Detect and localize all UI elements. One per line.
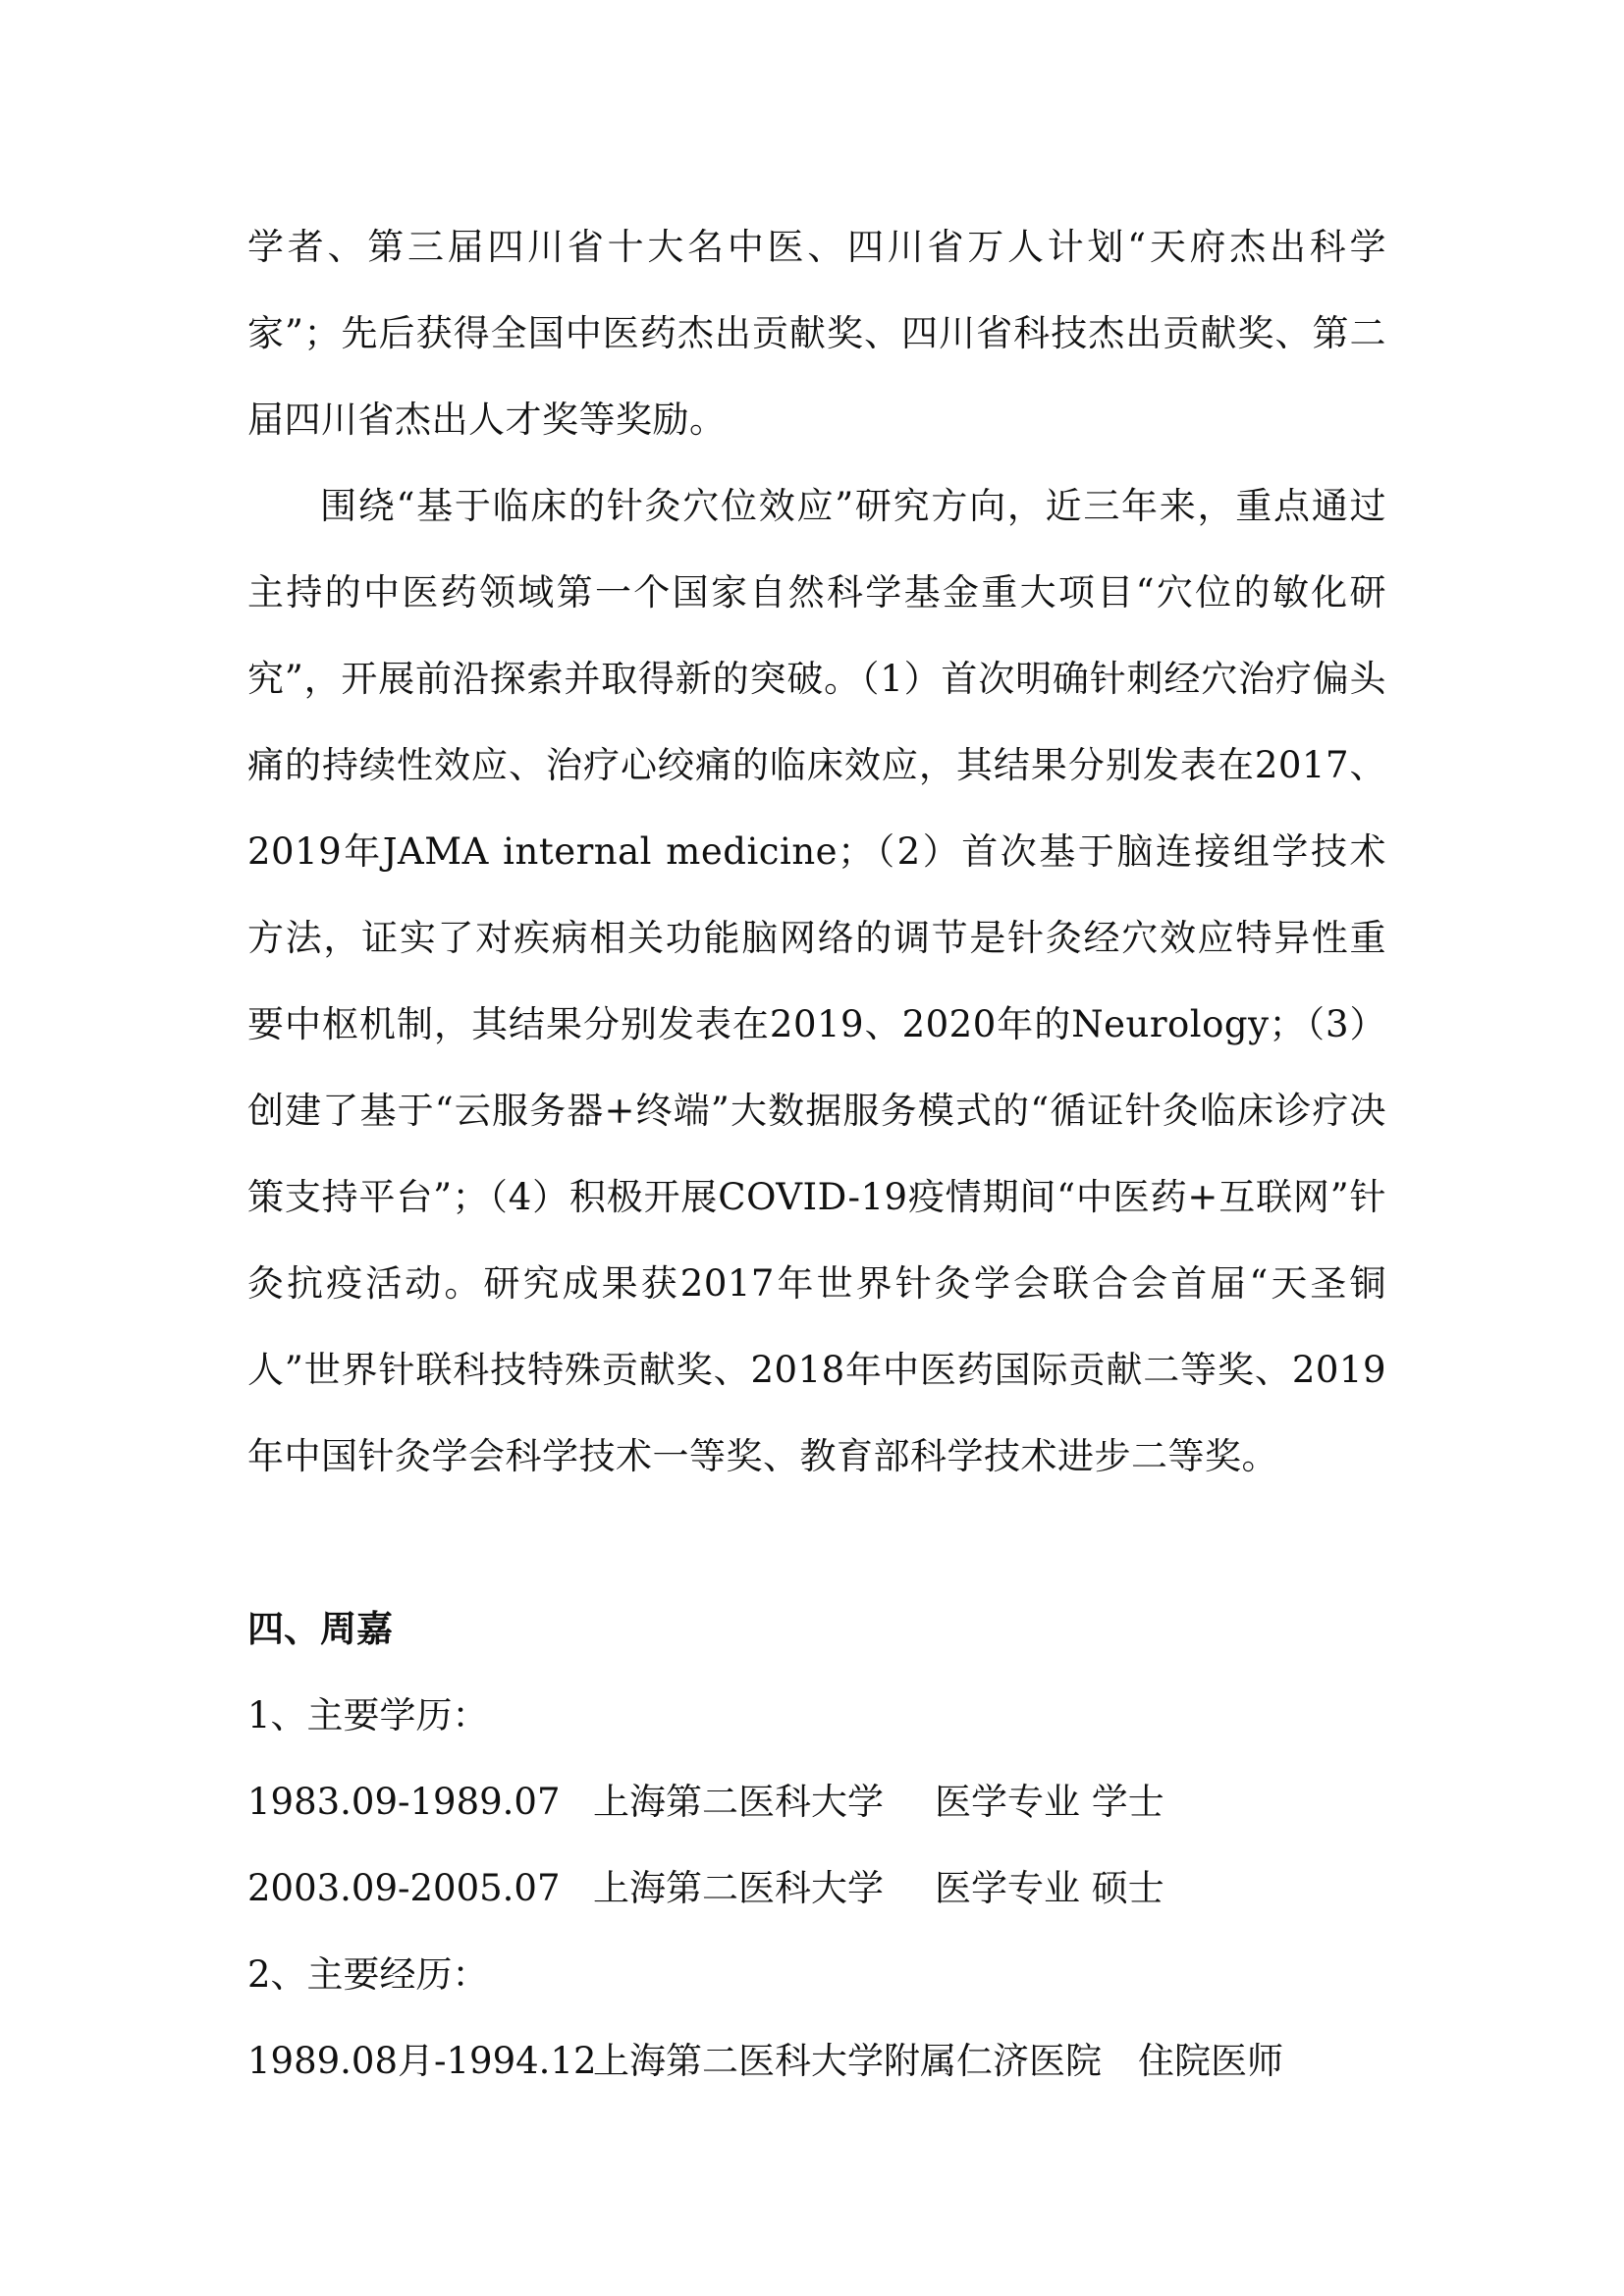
paragraph-awards-intro: 学者、第三届四川省十大名中医、四川省万人计划“天府杰出科学家”；先后获得全国中医药杰出贡献奖、四川省科技杰出贡献奖、第二届四川省杰出人才奖等奖励。 — [247, 226, 1386, 441]
experience-detail: 上海第二医科大学附属仁济医院 住院医师 — [593, 2040, 1283, 2082]
education-degree: 医学专业 硕士 — [935, 1867, 1164, 1909]
section-spacer — [247, 1500, 1386, 1586]
education-row — [247, 1759, 1386, 1845]
education-school: 上海第二医科大学 — [593, 1867, 884, 1909]
experience-period: 1989.08月-1994.12 — [247, 2040, 597, 2082]
education-row — [247, 1845, 1386, 1932]
education-degree: 医学专业 学士 — [935, 1781, 1164, 1823]
experience-row — [247, 2018, 1386, 2105]
education-school: 上海第二医科大学 — [593, 1781, 884, 1823]
document-body — [247, 204, 1386, 2105]
education-label: 1、主要学历： — [247, 1694, 489, 1736]
experience-label: 2、主要经历： — [247, 1953, 489, 1996]
section-heading: 四、周嘉 — [247, 1608, 393, 1650]
paragraph-research: 围绕“基于临床的针灸穴位效应”研究方向，近三年来，重点通过主持的中医药领域第一个国家自然科学基金重大项目“穴位的敏化研究”，开展前沿探索并取得新的突破。（1）首次明确针刺经穴治疗偏头痛的持续性效应、治疗心绞痛的临床效应，其结果分别发表在2017、2019年JAMA internal medicine；（2）首次基于脑连接组学技术方法，证实了对疾病相关功能脑网络的调节是针灸经穴效应特异性重要中枢机制，其结果分别发表在2019、2020年的Neurology；（3）创建了基于“云服务器+终端”大数据服务模式的“循证针灸临床诊疗决策支持平台”；（4）积极开展COVID-19疫情期间“中医药+互联网”针灸抗疫活动。研究成果获2017年世界针灸学会联合会首届“天圣铜人”世界针联科技特殊贡献奖、2018年中医药国际贡献二等奖、2019年中国针灸学会科学技术一等奖、教育部科学技术进步二等奖。 — [247, 485, 1386, 1477]
education-period: 1983.09-1989.07 — [247, 1781, 561, 1823]
education-period: 2003.09-2005.07 — [247, 1867, 561, 1909]
